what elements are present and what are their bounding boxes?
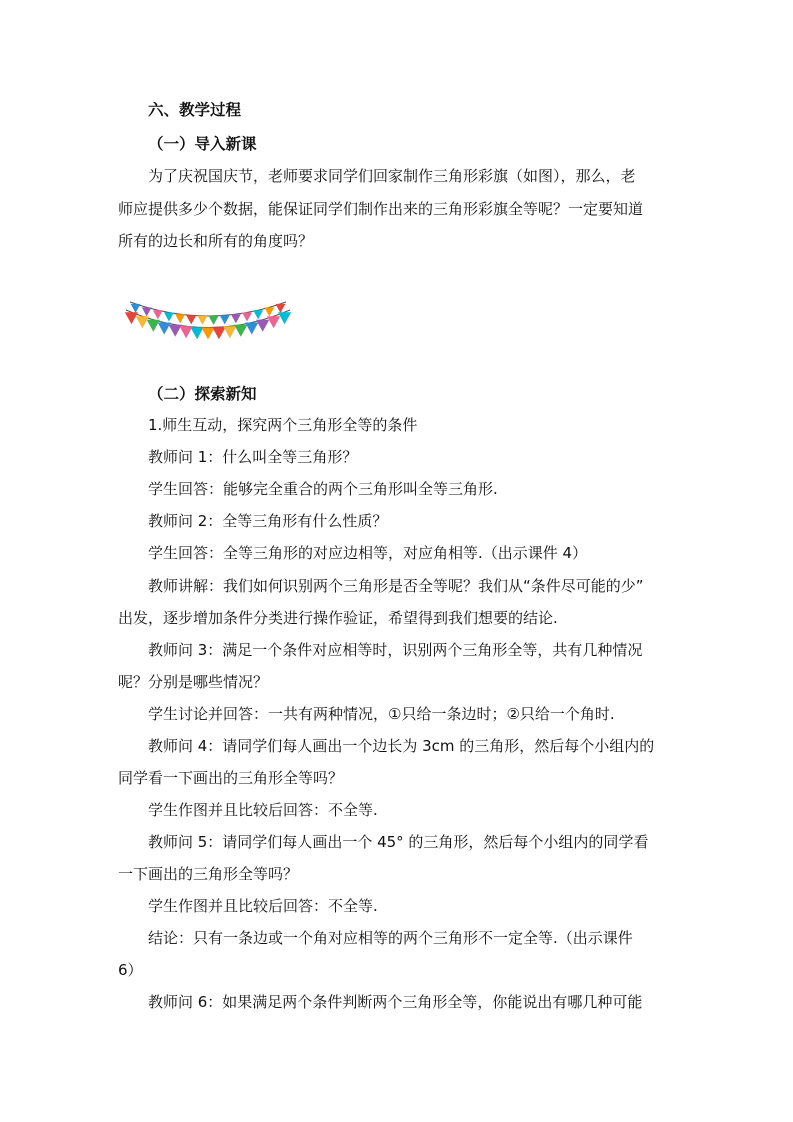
text-line: 出发，逐步增加条件分类进行操作验证，希望得到我们想要的结论. bbox=[118, 609, 558, 627]
flag-triangle bbox=[197, 316, 207, 325]
flag-triangle bbox=[153, 310, 163, 319]
flag-triangle bbox=[201, 328, 214, 340]
flag-triangle bbox=[158, 323, 171, 335]
flag-triangle bbox=[220, 315, 230, 324]
text-line: 学生回答：能够完全重合的两个三角形叫全等三角形. bbox=[148, 480, 498, 498]
flag-triangle bbox=[180, 326, 193, 338]
text-line: 6） bbox=[118, 961, 143, 979]
paragraph-line: 师应提供多少个数据，能保证同学们制作出来的三角形彩旗全等呢？一定要知道 bbox=[118, 200, 644, 218]
flag-triangle bbox=[125, 312, 138, 324]
text-line: 教师问 5：请同学们每人画出一个 45° 的三角形，然后每个小组内的同学看 bbox=[148, 833, 649, 851]
part2-heading: （二）探索新知 bbox=[148, 385, 257, 403]
flag-triangle bbox=[242, 313, 252, 322]
text-line: 教师问 1：什么叫全等三角形？ bbox=[148, 448, 358, 466]
text-line: 结论：只有一条边或一个角对应相等的两个三角形不一定全等.（出示课件 bbox=[148, 929, 633, 947]
flag-triangle bbox=[223, 326, 236, 338]
flag-triangle bbox=[264, 307, 274, 316]
text-line: 教师问 4：请同学们每人画出一个边长为 3cm 的三角形，然后每个小组内的 bbox=[148, 737, 655, 755]
paragraph-line: 所有的边长和所有的角度吗？ bbox=[118, 232, 314, 250]
text-line: 学生回答：全等三角形的对应边相等，对应角相等.（出示课件 4） bbox=[148, 544, 588, 562]
text-line: 教师问 3：满足一个条件对应相等时，识别两个三角形全等，共有几种情况 bbox=[148, 641, 643, 659]
flag-triangle bbox=[245, 323, 258, 335]
text-line: 同学看一下画出的三角形全等吗？ bbox=[118, 769, 344, 787]
text-line: 1.师生互动，探究两个三角形全等的条件 bbox=[148, 416, 418, 434]
flag-triangle bbox=[256, 320, 269, 332]
text-line: 呢？分别是哪些情况？ bbox=[118, 673, 269, 691]
flag-triangle bbox=[234, 325, 247, 337]
flag-triangle bbox=[278, 312, 291, 324]
bunting-flags-illustration bbox=[118, 290, 298, 360]
text-line: 教师讲解：我们如何识别两个三角形是否全等呢？我们从“条件尽可能的少” bbox=[148, 577, 644, 595]
flag-triangle bbox=[186, 315, 196, 324]
flag-triangle bbox=[212, 327, 225, 339]
text-line: 学生作图并且比较后回答：不全等. bbox=[148, 897, 378, 915]
flag-triangle bbox=[253, 310, 263, 319]
part1-heading: （一）导入新课 bbox=[148, 135, 257, 153]
flag-triangle bbox=[147, 320, 160, 332]
flag-triangle bbox=[164, 313, 174, 322]
bunting-string bbox=[130, 302, 286, 316]
text-line: 一下画出的三角形全等吗？ bbox=[118, 865, 299, 883]
flag-triangle bbox=[275, 304, 285, 313]
flag-triangle bbox=[136, 316, 149, 328]
flag-triangle bbox=[231, 314, 241, 323]
text-line: 学生讨论并回答：一共有两种情况，①只给一条边时；②只给一个角时. bbox=[148, 705, 615, 723]
text-line: 学生作图并且比较后回答：不全等. bbox=[148, 801, 378, 819]
flag-triangle bbox=[175, 314, 185, 323]
section-title: 六、教学过程 bbox=[148, 101, 242, 119]
paragraph-line: 为了庆祝国庆节，老师要求同学们回家制作三角形彩旗（如图），那么，老 bbox=[148, 167, 636, 185]
text-line: 教师问 6：如果满足两个条件判断两个三角形全等，你能说出有哪几种可能 bbox=[148, 993, 643, 1011]
flag-triangle bbox=[267, 316, 280, 328]
flag-triangle bbox=[131, 304, 141, 313]
flag-triangle bbox=[209, 316, 219, 325]
text-line: 教师问 2：全等三角形有什么性质？ bbox=[148, 512, 388, 530]
flag-triangle bbox=[190, 327, 203, 339]
flag-triangle bbox=[142, 307, 152, 316]
